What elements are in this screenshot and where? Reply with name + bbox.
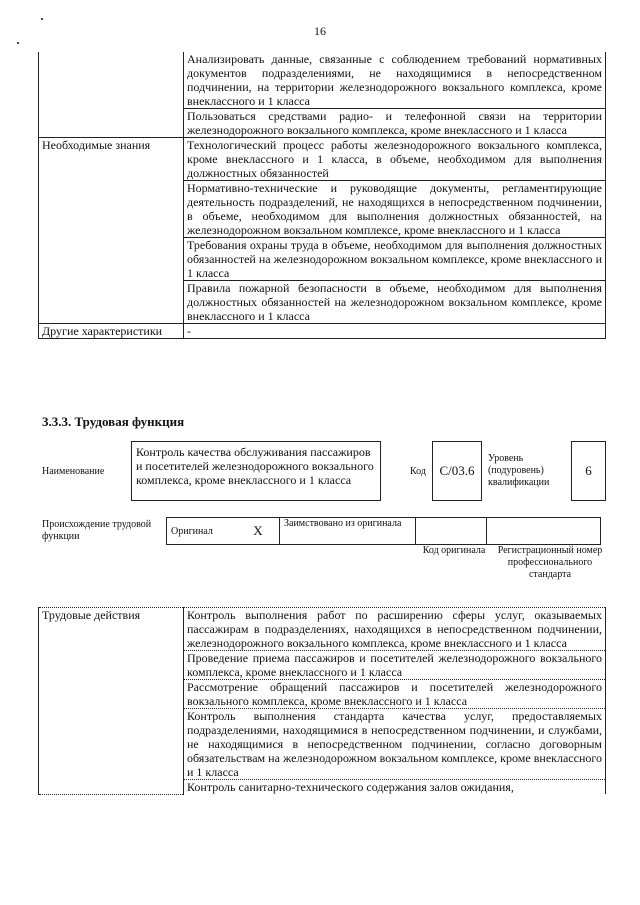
labor-actions-table bbox=[38, 607, 606, 795]
level-value-box: 6 bbox=[571, 441, 606, 501]
page-number: 16 bbox=[314, 24, 326, 38]
table-value-cell: Рассмотрение обращений пассажиров и посетителей железнодорожного вокзального комплекса, кроме внеклассного и 1 класса bbox=[184, 680, 606, 709]
borrowed-label: Заимствовано из оригинала bbox=[280, 518, 416, 545]
name-label: Наименование bbox=[42, 466, 105, 477]
table-value-cell: Правила пожарной безопасности в объеме, необходимом для выполнения должностных обязанностей на железнодорожном вокзальном комплексе, кроме внеклассного и 1 класса bbox=[184, 281, 606, 324]
table-label-cell: Другие характеристики bbox=[39, 324, 184, 339]
code-label: Код bbox=[410, 466, 426, 477]
function-name-box: Контроль качества обслуживания пассажиров и посетителей железнодорожного вокзального комплекса, кроме внеклассного и 1 класса bbox=[131, 441, 381, 501]
section-title: 3.3.3. Трудовая функция bbox=[42, 414, 185, 429]
table-label-cell: Трудовые действия bbox=[39, 608, 184, 795]
table-value-cell: Требования охраны труда в объеме, необходимом для выполнения должностных обязанностей на железнодорожном вокзальном комплексе, кроме внеклассного и 1 класса bbox=[184, 238, 606, 281]
level-label: Уровень (подуровень) квалификации bbox=[488, 453, 550, 488]
reg-number-cell bbox=[487, 518, 601, 545]
origin-label: Происхождение трудовой функции bbox=[42, 519, 152, 542]
table-value-cell: Анализировать данные, связанные с соблюдением требований нормативных документов подразделениями, не находящимися в непосредственном подчинении, на территории железнодорожного вокзального комплекса, кроме внеклассного и 1 класса bbox=[184, 52, 606, 109]
scan-speck bbox=[17, 42, 19, 44]
table-value-cell: Проведение приема пассажиров и посетителей железнодорожного вокзального комплекса, кроме внеклассного и 1 класса bbox=[184, 651, 606, 680]
table-value-cell: - bbox=[184, 324, 606, 339]
original-mark: X bbox=[237, 518, 280, 545]
code-value-box: С/03.6 bbox=[432, 441, 482, 501]
table-value-cell: Пользоваться средствами радио- и телефонной связи на территории железнодорожного вокзального комплекса, кроме внеклассного и 1 класса bbox=[184, 109, 606, 138]
table-value-cell: Контроль выполнения работ по расширению сферы услуг, оказываемых пассажирам в подразделениях, находящихся в непосредственном подчинении, железнодорожного вокзального комплекса, кроме внеклассного и 1 класса bbox=[184, 608, 606, 651]
knowledge-skills-table bbox=[38, 52, 606, 339]
code-original-cell bbox=[416, 518, 487, 545]
table-value-cell: Контроль выполнения стандарта качества услуг, предоставляемых подразделениями, находящимися в непосредственном подчинении, и службами, не находящимися в непосредственном подчинении, согласно договорным обязательствам на железнодорожном вокзальном комплексе, кроме внеклассного и 1 класса bbox=[184, 709, 606, 780]
original-label: Оригинал bbox=[167, 518, 238, 545]
table-label-cell: Необходимые знания bbox=[39, 138, 184, 324]
scan-speck bbox=[41, 18, 43, 20]
code-original-caption: Код оригинала bbox=[422, 545, 486, 556]
origin-table bbox=[166, 517, 601, 545]
table-label-cell bbox=[39, 52, 184, 138]
table-value-cell: Нормативно-технические и руководящие документы, регламентирующие деятельность подразделений, не находящихся в непосредственном подчинении, в объеме, необходимом для выполнения должностных обязанностей, на железнодорожном вокзальном комплексе, кроме внеклассного и 1 класса bbox=[184, 181, 606, 238]
reg-number-caption: Регистрационный номер профессионального стандарта bbox=[497, 545, 603, 580]
table-value-cell: Технологический процесс работы железнодорожного вокзального комплекса, кроме внеклассного и 1 класса, в объеме, необходимом для выполнения должностных обязанностей bbox=[184, 138, 606, 181]
table-value-cell: Контроль санитарно-технического содержания залов ожидания, bbox=[184, 780, 606, 795]
